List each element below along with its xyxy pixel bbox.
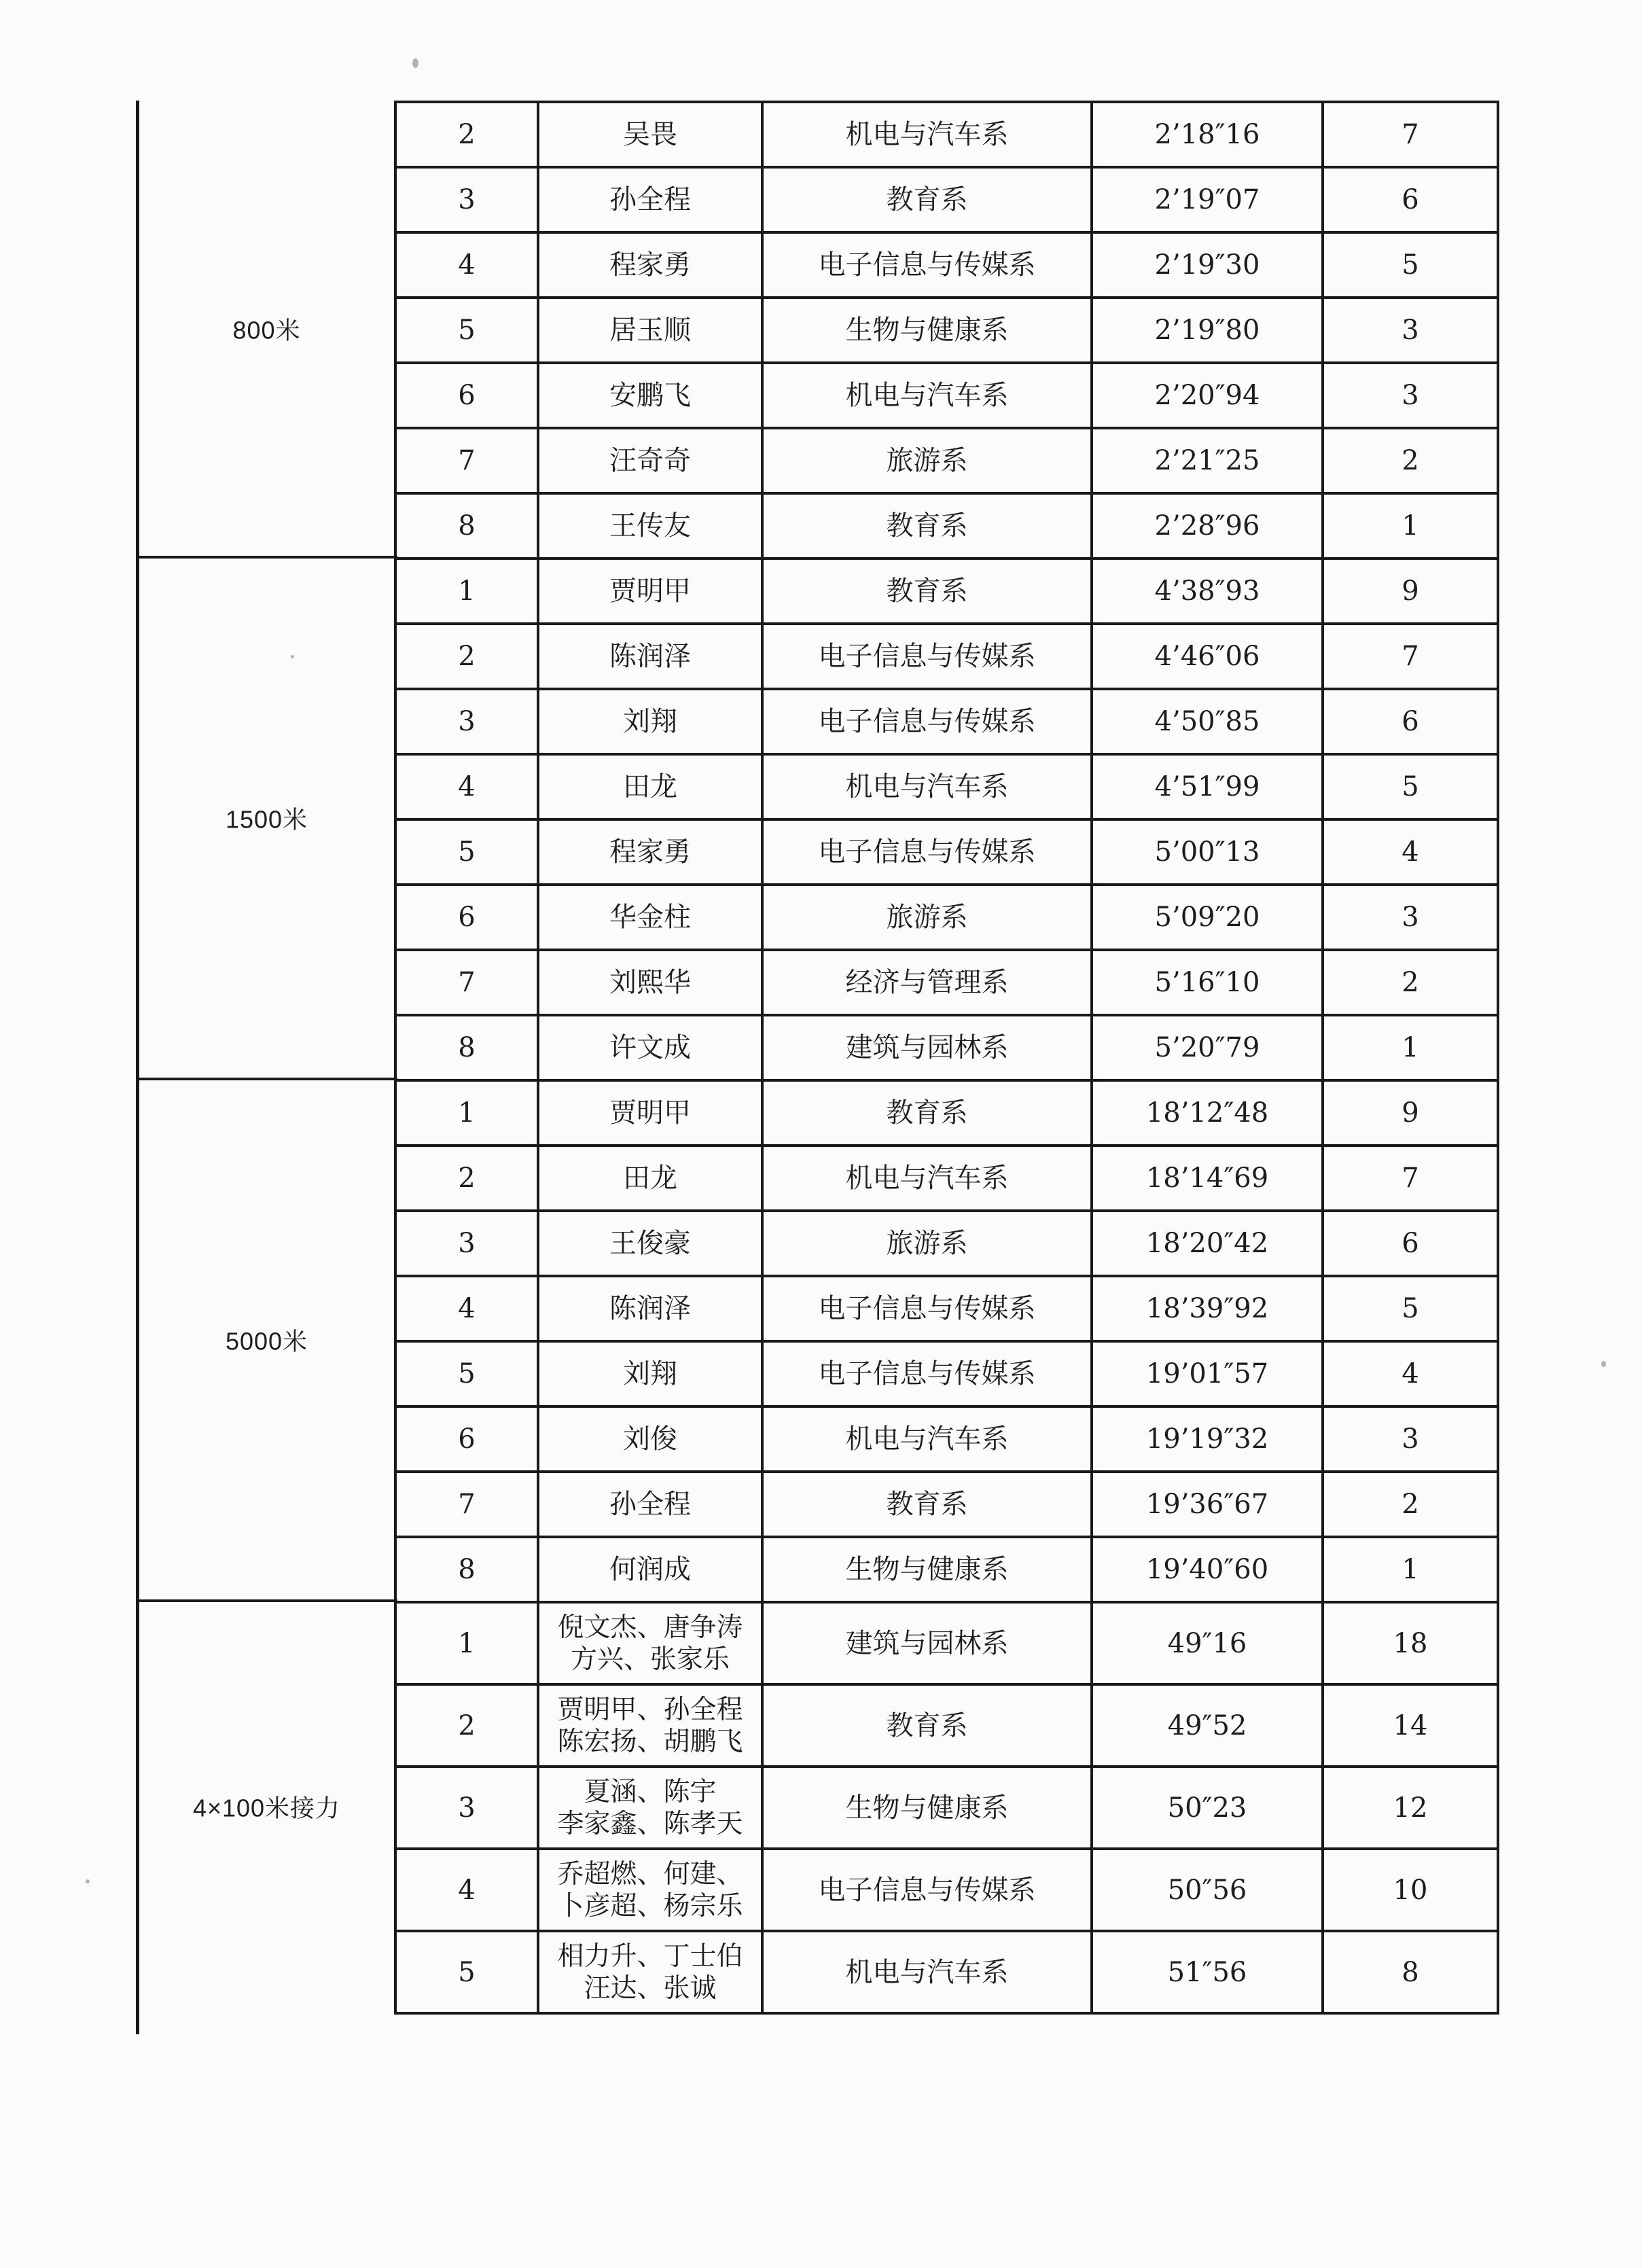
table-row xyxy=(395,559,1498,624)
table-row xyxy=(395,1406,1498,1472)
result-cell: 49″52 xyxy=(1092,1684,1323,1767)
points-cell: 14 xyxy=(1323,1684,1498,1767)
result-cell: 2’21″25 xyxy=(1092,428,1323,493)
table-row xyxy=(395,950,1498,1015)
points-cell: 4 xyxy=(1323,819,1498,885)
department-cell: 教育系 xyxy=(762,493,1092,559)
rank-cell: 3 xyxy=(395,167,538,232)
department-cell: 机电与汽车系 xyxy=(762,363,1092,428)
result-cell: 19’36″67 xyxy=(1092,1472,1323,1537)
result-cell: 51″56 xyxy=(1092,1931,1323,2013)
department-cell: 电子信息与传媒系 xyxy=(762,689,1092,754)
rank-cell: 3 xyxy=(395,1767,538,1849)
table-row xyxy=(395,167,1498,232)
athlete-cell: 田龙 xyxy=(538,754,762,819)
athlete-cell: 华金柱 xyxy=(538,885,762,950)
points-cell: 7 xyxy=(1323,102,1498,167)
table-row xyxy=(395,1931,1498,2013)
rank-cell: 4 xyxy=(395,1849,538,1931)
result-cell: 2’28″96 xyxy=(1092,493,1323,559)
rank-cell: 8 xyxy=(395,1537,538,1602)
department-cell: 生物与健康系 xyxy=(762,298,1092,363)
athlete-cell: 刘熙华 xyxy=(538,950,762,1015)
table-row xyxy=(395,819,1498,885)
department-cell: 旅游系 xyxy=(762,885,1092,950)
rank-cell: 2 xyxy=(395,1146,538,1211)
department-cell: 电子信息与传媒系 xyxy=(762,819,1092,885)
relay-names-line-1: 相力升、丁士伯 xyxy=(557,1941,743,1972)
result-cell: 50″56 xyxy=(1092,1849,1323,1931)
scan-speck xyxy=(1601,1361,1606,1367)
relay-names-line-2: 汪达、张诚 xyxy=(584,1972,717,2004)
points-cell: 9 xyxy=(1323,559,1498,624)
points-cell: 2 xyxy=(1323,428,1498,493)
rank-cell: 2 xyxy=(395,624,538,689)
result-cell: 2’19″07 xyxy=(1092,167,1323,232)
table-row xyxy=(395,102,1498,167)
rank-cell: 6 xyxy=(395,885,538,950)
department-cell: 机电与汽车系 xyxy=(762,1146,1092,1211)
result-cell: 49″16 xyxy=(1092,1602,1323,1684)
rank-cell: 3 xyxy=(395,689,538,754)
relay-names-line-1: 贾明甲、孙全程 xyxy=(557,1694,743,1725)
rank-cell: 3 xyxy=(395,1211,538,1276)
result-cell: 5’16″10 xyxy=(1092,950,1323,1015)
table-row xyxy=(395,428,1498,493)
result-cell: 19’19″32 xyxy=(1092,1406,1323,1472)
event-name: 800米 xyxy=(232,316,301,344)
athlete-cell xyxy=(538,1849,762,1931)
rank-cell: 5 xyxy=(395,1931,538,2013)
points-cell: 5 xyxy=(1323,1276,1498,1341)
result-cell: 4’38″93 xyxy=(1092,559,1323,624)
athlete-cell: 刘翔 xyxy=(538,689,762,754)
event-name: 5000米 xyxy=(225,1327,308,1356)
rank-cell: 7 xyxy=(395,428,538,493)
points-cell: 3 xyxy=(1323,298,1498,363)
table-row xyxy=(395,1472,1498,1537)
points-cell: 6 xyxy=(1323,167,1498,232)
event-separator xyxy=(136,556,397,559)
athlete-cell: 田龙 xyxy=(538,1146,762,1211)
result-cell: 5’20″79 xyxy=(1092,1015,1323,1080)
athlete-cell: 刘翔 xyxy=(538,1341,762,1406)
results-table-body xyxy=(395,102,1498,2013)
department-cell: 建筑与园林系 xyxy=(762,1015,1092,1080)
points-cell: 3 xyxy=(1323,885,1498,950)
table-row xyxy=(395,1211,1498,1276)
department-cell: 生物与健康系 xyxy=(762,1537,1092,1602)
department-cell: 机电与汽车系 xyxy=(762,1931,1092,2013)
athlete-cell: 许文成 xyxy=(538,1015,762,1080)
points-cell: 1 xyxy=(1323,1015,1498,1080)
result-cell: 4’46″06 xyxy=(1092,624,1323,689)
relay-names-line-2: 卜彦超、杨宗乐 xyxy=(557,1890,743,1921)
points-cell: 9 xyxy=(1323,1080,1498,1146)
athlete-cell: 陈润泽 xyxy=(538,624,762,689)
rank-cell: 1 xyxy=(395,1080,538,1146)
result-cell: 2’20″94 xyxy=(1092,363,1323,428)
result-cell: 18’14″69 xyxy=(1092,1146,1323,1211)
athlete-cell xyxy=(538,1767,762,1849)
athlete-cell: 贾明甲 xyxy=(538,1080,762,1146)
athlete-cell: 安鹏飞 xyxy=(538,363,762,428)
table-row xyxy=(395,1146,1498,1211)
athlete-cell: 何润成 xyxy=(538,1537,762,1602)
rank-cell: 1 xyxy=(395,559,538,624)
relay-names-line-1: 夏涵、陈宇 xyxy=(584,1776,717,1807)
rank-cell: 6 xyxy=(395,363,538,428)
table-row xyxy=(395,689,1498,754)
result-cell: 50″23 xyxy=(1092,1767,1323,1849)
athlete-cell: 陈润泽 xyxy=(538,1276,762,1341)
result-cell: 2’19″80 xyxy=(1092,298,1323,363)
athlete-cell: 王传友 xyxy=(538,493,762,559)
department-cell: 建筑与园林系 xyxy=(762,1602,1092,1684)
athlete-cell: 居玉顺 xyxy=(538,298,762,363)
athlete-cell: 程家勇 xyxy=(538,819,762,885)
athlete-cell: 吴畏 xyxy=(538,102,762,167)
result-cell: 18’20″42 xyxy=(1092,1211,1323,1276)
rank-cell: 1 xyxy=(395,1602,538,1684)
table-row xyxy=(395,1767,1498,1849)
results-sheet xyxy=(136,101,1497,2034)
result-cell: 2’18″16 xyxy=(1092,102,1323,167)
department-cell: 机电与汽车系 xyxy=(762,1406,1092,1472)
rank-cell: 7 xyxy=(395,1472,538,1537)
department-cell: 电子信息与传媒系 xyxy=(762,1341,1092,1406)
event-column-rule xyxy=(136,101,139,2034)
relay-names-line-1: 乔超燃、何建、 xyxy=(557,1858,743,1890)
athlete-cell: 刘俊 xyxy=(538,1406,762,1472)
department-cell: 旅游系 xyxy=(762,428,1092,493)
event-name: 4×100米接力 xyxy=(192,1794,341,1822)
table-row xyxy=(395,1602,1498,1684)
rank-cell: 8 xyxy=(395,493,538,559)
table-row xyxy=(395,1015,1498,1080)
athlete-cell: 程家勇 xyxy=(538,232,762,298)
result-cell: 5’09″20 xyxy=(1092,885,1323,950)
department-cell: 电子信息与传媒系 xyxy=(762,1849,1092,1931)
points-cell: 7 xyxy=(1323,624,1498,689)
scan-speck xyxy=(86,1879,90,1883)
points-cell: 5 xyxy=(1323,232,1498,298)
department-cell: 旅游系 xyxy=(762,1211,1092,1276)
points-cell: 3 xyxy=(1323,363,1498,428)
points-cell: 8 xyxy=(1323,1931,1498,2013)
rank-cell: 6 xyxy=(395,1406,538,1472)
rank-cell: 5 xyxy=(395,1341,538,1406)
table-row xyxy=(395,1080,1498,1146)
rank-cell: 5 xyxy=(395,298,538,363)
result-cell: 18’12″48 xyxy=(1092,1080,1323,1146)
department-cell: 电子信息与传媒系 xyxy=(762,624,1092,689)
athlete-cell xyxy=(538,1602,762,1684)
points-cell: 4 xyxy=(1323,1341,1498,1406)
relay-names-line-2: 方兴、张家乐 xyxy=(570,1644,730,1675)
result-cell: 4’51″99 xyxy=(1092,754,1323,819)
points-cell: 6 xyxy=(1323,689,1498,754)
rank-cell: 8 xyxy=(395,1015,538,1080)
department-cell: 生物与健康系 xyxy=(762,1767,1092,1849)
points-cell: 6 xyxy=(1323,1211,1498,1276)
table-row xyxy=(395,1537,1498,1602)
relay-names-line-2: 李家鑫、陈孝天 xyxy=(557,1808,743,1839)
table-row xyxy=(395,624,1498,689)
table-row xyxy=(395,1684,1498,1767)
athlete-cell xyxy=(538,1684,762,1767)
event-separator xyxy=(136,1599,397,1602)
rank-cell: 5 xyxy=(395,819,538,885)
result-cell: 18’39″92 xyxy=(1092,1276,1323,1341)
table-row xyxy=(395,363,1498,428)
department-cell: 教育系 xyxy=(762,167,1092,232)
points-cell: 10 xyxy=(1323,1849,1498,1931)
results-table xyxy=(394,101,1499,2015)
table-row xyxy=(395,1341,1498,1406)
table-row xyxy=(395,885,1498,950)
rank-cell: 2 xyxy=(395,1684,538,1767)
department-cell: 教育系 xyxy=(762,1472,1092,1537)
athlete-cell xyxy=(538,1931,762,2013)
points-cell: 2 xyxy=(1323,1472,1498,1537)
rank-cell: 4 xyxy=(395,1276,538,1341)
department-cell: 经济与管理系 xyxy=(762,950,1092,1015)
relay-names-line-1: 倪文杰、唐争涛 xyxy=(557,1612,743,1643)
points-cell: 2 xyxy=(1323,950,1498,1015)
department-cell: 机电与汽车系 xyxy=(762,754,1092,819)
rank-cell: 4 xyxy=(395,754,538,819)
department-cell: 电子信息与传媒系 xyxy=(762,232,1092,298)
rank-cell: 4 xyxy=(395,232,538,298)
result-cell: 19’01″57 xyxy=(1092,1341,1323,1406)
relay-names-line-2: 陈宏扬、胡鹏飞 xyxy=(557,1726,743,1757)
result-cell: 5’00″13 xyxy=(1092,819,1323,885)
points-cell: 1 xyxy=(1323,1537,1498,1602)
table-row xyxy=(395,1276,1498,1341)
department-cell: 教育系 xyxy=(762,1684,1092,1767)
table-row xyxy=(395,754,1498,819)
department-cell: 电子信息与传媒系 xyxy=(762,1276,1092,1341)
points-cell: 12 xyxy=(1323,1767,1498,1849)
result-cell: 19’40″60 xyxy=(1092,1537,1323,1602)
department-cell: 教育系 xyxy=(762,559,1092,624)
rank-cell: 7 xyxy=(395,950,538,1015)
athlete-cell: 孙全程 xyxy=(538,167,762,232)
table-row xyxy=(395,232,1498,298)
athlete-cell: 贾明甲 xyxy=(538,559,762,624)
table-row xyxy=(395,493,1498,559)
rank-cell: 2 xyxy=(395,102,538,167)
athlete-cell: 汪奇奇 xyxy=(538,428,762,493)
points-cell: 7 xyxy=(1323,1146,1498,1211)
department-cell: 机电与汽车系 xyxy=(762,102,1092,167)
result-cell: 2’19″30 xyxy=(1092,232,1323,298)
table-row xyxy=(395,1849,1498,1931)
points-cell: 1 xyxy=(1323,493,1498,559)
event-name: 1500米 xyxy=(225,805,308,834)
result-cell: 4’50″85 xyxy=(1092,689,1323,754)
athlete-cell: 王俊豪 xyxy=(538,1211,762,1276)
scan-speck xyxy=(412,58,418,68)
table-row xyxy=(395,298,1498,363)
event-separator xyxy=(136,1078,397,1080)
points-cell: 3 xyxy=(1323,1406,1498,1472)
department-cell: 教育系 xyxy=(762,1080,1092,1146)
points-cell: 5 xyxy=(1323,754,1498,819)
points-cell: 18 xyxy=(1323,1602,1498,1684)
athlete-cell: 孙全程 xyxy=(538,1472,762,1537)
